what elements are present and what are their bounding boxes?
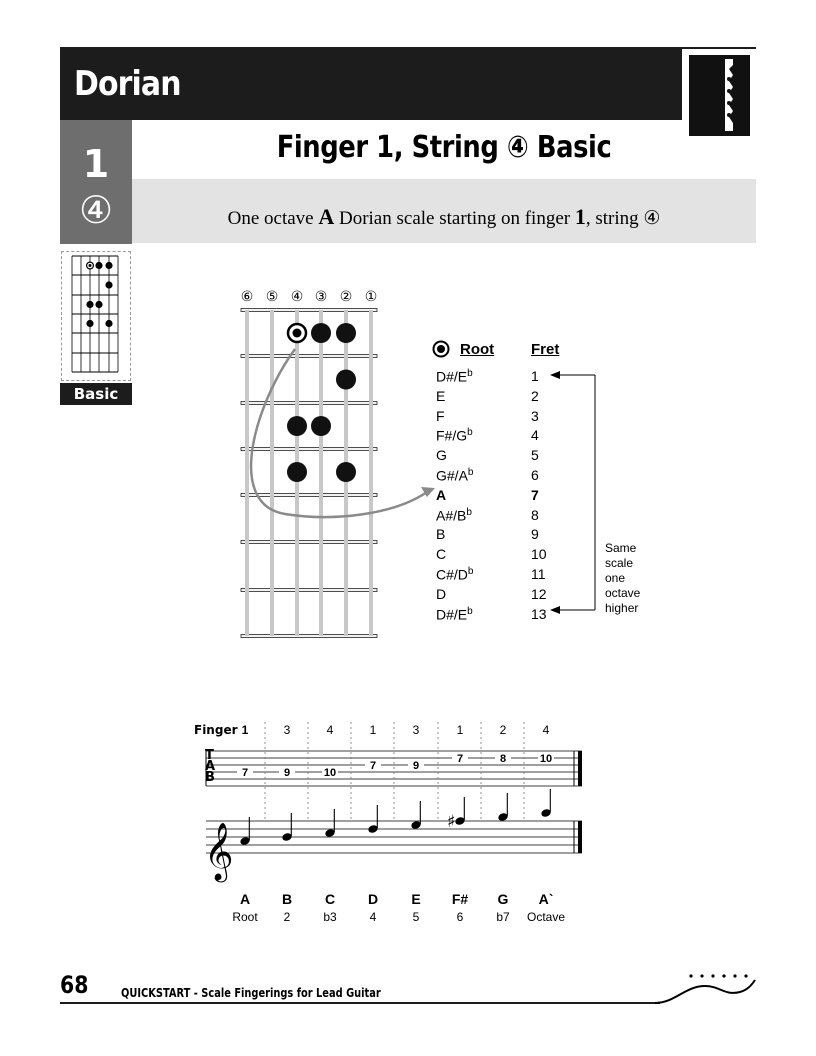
string-line	[319, 310, 323, 636]
note-letter: F#	[451, 891, 469, 907]
note-letter: D	[367, 891, 379, 907]
note-name: $A\#/B^b$	[436, 506, 472, 524]
note-name: $C\#/D^b$	[436, 566, 474, 583]
fret-number: 7	[531, 486, 539, 503]
note-name: $D\#/E^b$	[436, 605, 473, 623]
tab-fret-number: 8	[499, 753, 507, 765]
note-name: G	[436, 447, 447, 464]
scale-description: One octave A Dorian scale starting on finger 1, string ④	[227, 204, 661, 229]
string-label: ③	[314, 289, 328, 305]
fret-line	[241, 635, 377, 638]
finger-number: 1	[241, 723, 249, 737]
finger-label: Finger	[194, 723, 238, 737]
side-tab-string: ④	[78, 188, 114, 232]
note-letter: A	[239, 891, 251, 907]
fret-line	[241, 402, 377, 405]
fret-number: 3	[531, 407, 539, 424]
fret-line	[241, 541, 377, 544]
mini-scale-dot	[86, 301, 93, 308]
side-tab-finger: 1	[82, 142, 110, 186]
sharp-sign: ♯	[447, 812, 456, 832]
root-header: Root	[460, 341, 495, 358]
scale-dot	[311, 323, 331, 343]
fret-line	[241, 355, 377, 358]
scale-degree: b3	[323, 910, 337, 924]
fret-number: 11	[531, 566, 546, 582]
note-letter: E	[411, 891, 421, 907]
page-number: 68	[60, 971, 89, 999]
tab-and-staff-notation	[190, 718, 590, 928]
tab-fret-number: 10	[323, 767, 337, 779]
string-label: ②	[339, 289, 353, 305]
finger-number: 1	[456, 723, 464, 737]
note-name: F	[436, 407, 445, 424]
tab-end-barline	[578, 751, 582, 786]
tab-fret-number: 9	[412, 760, 420, 772]
note-letter: C	[324, 891, 336, 907]
finger-number: 1	[369, 723, 377, 737]
note-name: $G\#/A^b$	[436, 467, 474, 484]
mini-scale-dot	[105, 262, 112, 269]
fret-line	[241, 589, 377, 592]
scale-degree: Root	[232, 910, 258, 924]
scale-dot	[336, 323, 356, 343]
scale-degree: 2	[283, 910, 291, 924]
footer-rule	[60, 1002, 660, 1004]
note-name: $D\#/E^b$	[436, 368, 473, 385]
scale-degree: 4	[369, 910, 377, 924]
scale-degree: Octave	[526, 910, 566, 924]
note-letter: A`	[538, 891, 554, 907]
tab-fret-number: 7	[456, 753, 464, 765]
note-name: B	[436, 526, 446, 543]
note-name: D	[436, 585, 447, 602]
finger-number: 3	[283, 723, 291, 737]
string-line	[245, 310, 249, 636]
tab-fret-number: 7	[241, 767, 249, 779]
tab-fret-number: 7	[369, 760, 377, 772]
mini-fretboard-diagram	[68, 254, 128, 376]
basic-badge: Basic	[60, 383, 132, 405]
fret-number: 4	[531, 427, 539, 444]
section-subtitle: Finger 1, String ④ Basic	[276, 130, 612, 165]
treble-clef-icon: 𝄞	[204, 822, 234, 880]
root-dot-center	[293, 329, 302, 338]
note-name: C	[436, 546, 447, 563]
string-label: ④	[290, 289, 304, 305]
note-name: $F\#/G^b$	[436, 427, 473, 445]
root-icon	[432, 340, 450, 358]
fret-number: 5	[531, 447, 539, 464]
scale-dot	[287, 462, 307, 482]
guitar-neck-tab-icon	[689, 55, 750, 136]
same-scale-bracket	[548, 368, 600, 618]
string-label: ⑤	[265, 289, 279, 305]
fret-number: 9	[531, 526, 539, 543]
scale-degree: 6	[456, 910, 464, 924]
fretboard-diagram	[235, 284, 435, 644]
string-line	[270, 310, 274, 636]
note-letter: B	[281, 891, 293, 907]
tab-fret-number: 10	[539, 753, 553, 765]
finger-number: 3	[412, 723, 420, 737]
finger-number: 4	[326, 723, 334, 737]
scale-dot	[311, 416, 331, 436]
fret-number: 8	[531, 506, 539, 523]
guitar-headstock-icon	[655, 966, 756, 1006]
scale-dot	[287, 416, 307, 436]
scale-degree: b7	[496, 910, 510, 924]
header-rule	[682, 47, 756, 49]
mini-scale-dot	[105, 320, 112, 327]
tab-fret-number: 9	[283, 767, 291, 779]
fret-number: 12	[531, 585, 547, 602]
fret-line	[241, 494, 377, 497]
note-name: E	[436, 387, 446, 404]
mini-scale-dot	[86, 320, 93, 327]
same-scale-note: Same scale one octave higher	[605, 541, 641, 615]
note-letter: G	[497, 891, 509, 907]
scale-degree: 5	[412, 910, 420, 924]
string-label: ①	[364, 289, 378, 305]
tab-letter: T	[205, 748, 214, 763]
fret-header: Fret	[531, 341, 560, 358]
string-label: ⑥	[240, 289, 254, 305]
book-title: QUICKSTART - Scale Fingerings for Lead Guitar	[121, 986, 381, 1000]
tab-letter: B	[205, 770, 215, 785]
fret-number: 6	[531, 467, 539, 483]
finger-number: 2	[499, 723, 507, 737]
fret-number: 2	[531, 387, 539, 404]
mini-root-dot-center	[89, 264, 92, 267]
tab-letter: A	[205, 759, 216, 774]
fret-line	[241, 448, 377, 451]
mini-scale-dot	[105, 281, 112, 288]
fret-number: 1	[531, 368, 539, 384]
mini-scale-dot	[95, 301, 102, 308]
fret-number: 13	[531, 605, 547, 622]
fret-number: 10	[531, 546, 547, 563]
page-title: Dorian	[74, 64, 181, 104]
scale-dot	[336, 462, 356, 482]
note-name: A	[436, 486, 447, 503]
string-line	[369, 310, 373, 636]
fret-line	[241, 309, 377, 312]
finger-number: 4	[542, 723, 550, 737]
staff-end-barline	[578, 821, 582, 853]
scale-dot	[336, 370, 356, 390]
mini-scale-dot	[95, 262, 102, 269]
